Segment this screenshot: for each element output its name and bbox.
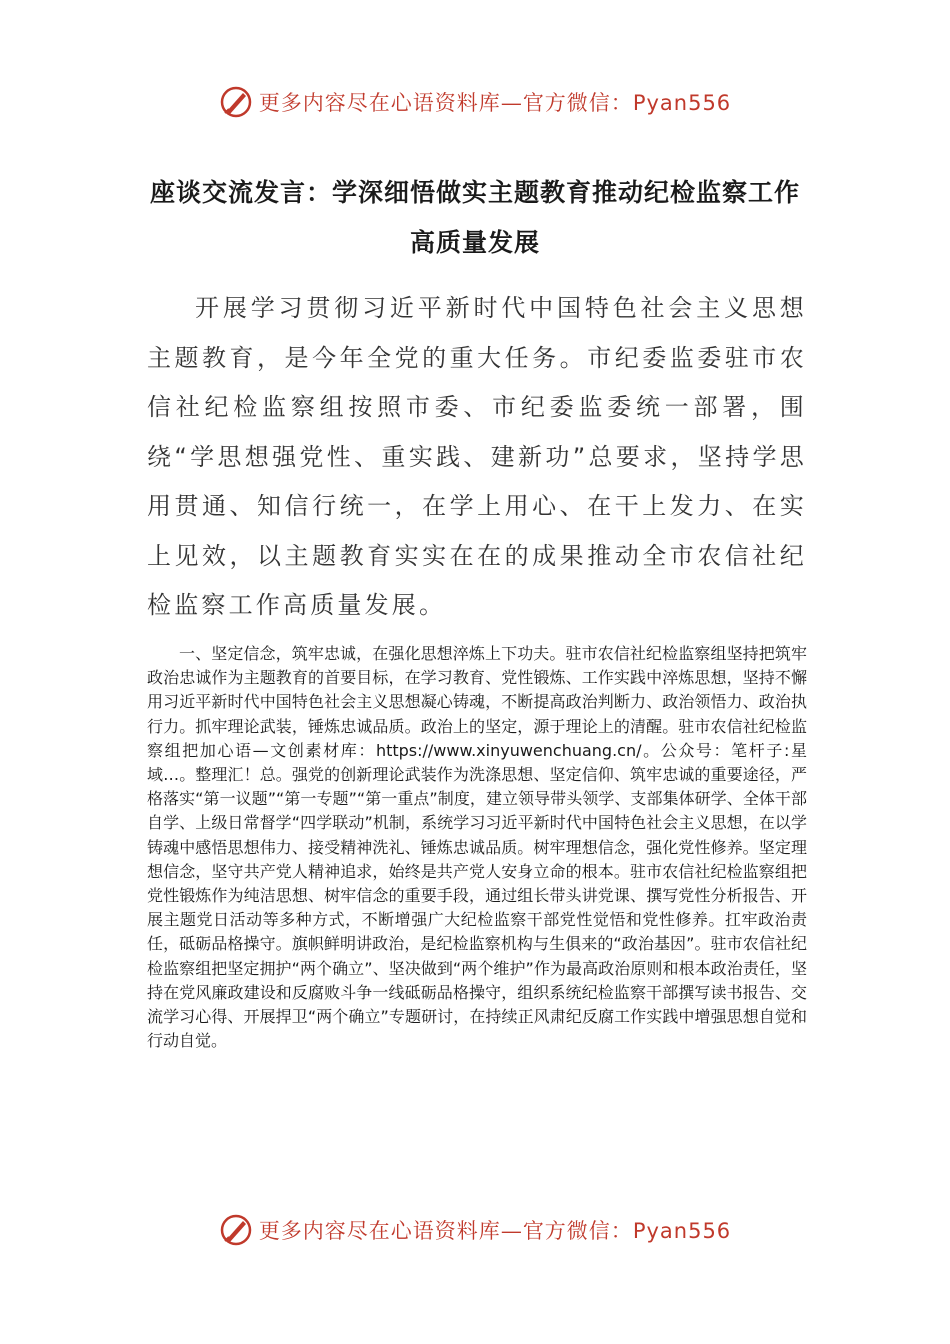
- section-1-paragraph: 一、坚定信念，筑牢忠诚，在强化思想淬炼上下功夫。驻市农信社纪检监察组坚持把筑牢政治忠诚作为主题教育的首要目标，在学习教育、党性锻炼、工作实践中淬炼思想，坚持不懈用习近平新时代中国特色社会主义思想凝心铸魂，不断提高政治判断力、政治领悟力、政治执行力。抓牢理论武装，锤炼忠诚品质。政治上的坚定，源于理论上的清醒。驻市农信社纪检监察组把加心语—文创素材库：https://www.xinyuwenchuang.cn/。公众号：笔杆子:星域…。整理汇！总。强党的创新理论武装作为洗涤思想、坚定信仰、筑牢忠诚的重要途径，严格落实“第一议题”“第一专题”“第一重点”制度，建立领导带头领学、支部集体研学、全体干部自学、上级日常督学“四学联动”机制，系统学习习近平新时代中国特色社会主义思想，在以学铸魂中感悟思想伟力、接受精神洗礼、锤炼忠诚品质。树牢理想信念，强化党性修养。坚定理想信念，坚守共产党人精神追求，始终是共产党人安身立命的根本。驻市农信社纪检监察组把党性锻炼作为纯洁思想、树牢信念的重要手段，通过组长带头讲党课、撰写党性分析报告、开展主题党日活动等多种方式，不断增强广大纪检监察干部党性觉悟和党性修养。扛牢政治责任，砥砺品格操守。旗帜鲜明讲政治，是纪检监察机构与生俱来的“政治基因”。驻市农信社纪检监察组把坚定拥护“两个确立”、坚决做到“两个维护”作为最高政治原则和根本政治责任，坚持在党风廉政建设和反腐败斗争一线砥砺品格操守，组织系统纪检监察干部撰写读书报告、交流学习心得、开展捍卫“两个确立”专题研讨，在持续正风肃纪反腐工作实践中增强思想自觉和行动自觉。: [147, 644, 807, 1051]
- document-title: 座谈交流发言：学深细悟做实主题教育推动纪检监察工作高质量发展: [149, 178, 800, 257]
- watermark-label: 官方微信：: [522, 91, 633, 115]
- wechat-id: Pyan556: [632, 1219, 732, 1243]
- watermark-text: [259, 1215, 731, 1245]
- header-watermark: [0, 82, 950, 122]
- quill-logo-icon: [219, 1213, 253, 1247]
- footer-watermark: [0, 1210, 950, 1250]
- watermark-label: 官方微信：: [522, 1219, 633, 1243]
- watermark-separator: —: [500, 1219, 523, 1243]
- lead-paragraph: 开展学习贯彻习近平新时代中国特色社会主义思想主题教育，是今年全党的重大任务。市纪委监委驻市农信社纪检监察组按照市委、市纪委监委统一部署，围绕“学思想强党性、重实践、建新功”总要求，坚持学思用贯通、知信行统一，在学上用心、在干上发力、在实上见效，以主题教育实实在在的成果推动全市农信社纪检监察工作高质量发展。: [147, 294, 807, 619]
- watermark-slogan: 更多内容尽在心语资料库: [258, 91, 501, 115]
- wechat-id: Pyan556: [632, 91, 732, 115]
- quill-logo-icon: [219, 85, 253, 119]
- watermark-separator: —: [500, 91, 523, 115]
- watermark-text: [259, 87, 731, 117]
- watermark-slogan: 更多内容尽在心语资料库: [258, 1219, 501, 1243]
